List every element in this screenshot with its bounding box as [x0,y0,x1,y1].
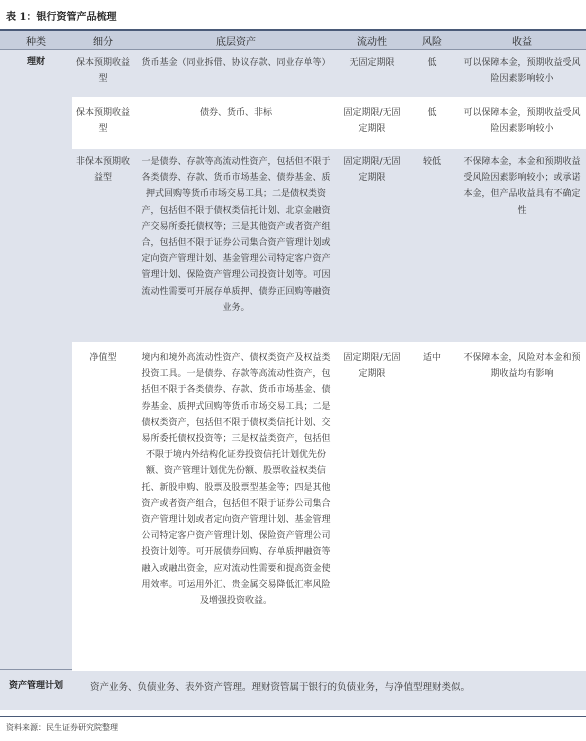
header-row [0,31,586,50]
risk-cell: 较低 [406,148,458,344]
risk-cell: 适中 [406,344,458,670]
returns-cell: 不保障本金，本金和预期收益受风险因素影响较小；或承诺本金，但产品收益具有不确定性 [458,148,586,344]
risk-cell: 低 [406,50,458,99]
assets-cell: 境内和境外高流动性资产、债权类资产及权益类投资工具。一是债券、存款等高流动性资产，包括但不限于各类债券、存款、货币市场基金、债券基金、质押式回购等货币市场交易工具；二是债权类资产，包括但不限于债权类信托计划、交易所委托债权投资等；三是权益类资产，包括但不限于境内外结构化证券投资信托计划优先份额、资产管理计划优先份额、股票收益权类信托、新股申购、股票及股票型基金等；四是其他资产或者资产组合，包括但不限于证券公司集合资产管理计划或者定向资产管理计划、基金管理公司特定客户资产管理计划、保险资产管理公司投资计划等。可开展债券回购、存单质押融资等融入或融出资金，应对流动性需要和提高资金使用效率。可运用外汇、贵金属交易降低汇率风险及增强投资收益。 [134,344,338,670]
source-note: 资料来源：民生证券研究院整理 [6,723,118,732]
category-cell-asset-plan: 资产管理计划 [0,670,72,710]
table-row [0,148,586,344]
assets-cell: 货币基金（同业拆借、协议存款、同业存单等） [134,50,338,99]
bottom-rule [0,716,586,717]
subtype-cell: 净值型 [72,344,134,670]
assets-cell: 一是债券、存款等高流动性资产，包括但不限于各类债券、存款、货币市场基金、债券基金、质押式回购等货币市场交易工具；二是债权类资产，包括但不限于债权类信托计划、北京金融资产交易所委托债权等；三是其他资产或者资产组合，包括但不限于证券公司集合资产管理计划或定向资产管理计划、基金管理公司特定客户资产管理计划、保险资产管理公司投资计划等。可因流动性需要可开展存单质押、债券正回购等融资业务。 [134,148,338,344]
header-returns: 收益 [458,31,586,50]
header-liquidity: 流动性 [338,31,406,50]
header-category: 种类 [0,31,72,50]
header-subtype: 细分 [72,31,134,50]
header-risk: 风险 [406,31,458,50]
table-caption: 表 1：银行资管产品梳理 [6,12,117,23]
risk-cell: 低 [406,99,458,148]
table-row [0,50,586,99]
assets-cell: 债券、货币、非标 [134,99,338,148]
returns-cell: 可以保障本金，预期收益受风险因素影响较小 [458,99,586,148]
subtype-cell: 保本预期收益型 [72,99,134,148]
liquidity-cell: 固定期限/无固定期限 [338,148,406,344]
category-cell: 理财 [0,50,72,670]
liquidity-cell: 固定期限/无固定期限 [338,99,406,148]
returns-cell: 可以保障本金，预期收益受风险因素影响较小 [458,50,586,99]
table-row-asset-plan [0,670,586,710]
asset-plan-description: 资产业务、负债业务、表外资产管理。理财资管属于银行的负债业务，与净值型理财类似。 [72,670,586,710]
product-table [0,31,586,710]
header-assets: 底层资产 [134,31,338,50]
liquidity-cell: 无固定期限 [338,50,406,99]
liquidity-cell: 固定期限/无固定期限 [338,344,406,670]
table-row [0,344,586,670]
subtype-cell: 非保本预期收益型 [72,148,134,344]
subtype-cell: 保本预期收益型 [72,50,134,99]
returns-cell: 不保障本金，风险对本金和预期收益均有影响 [458,344,586,670]
table-row [0,99,586,148]
